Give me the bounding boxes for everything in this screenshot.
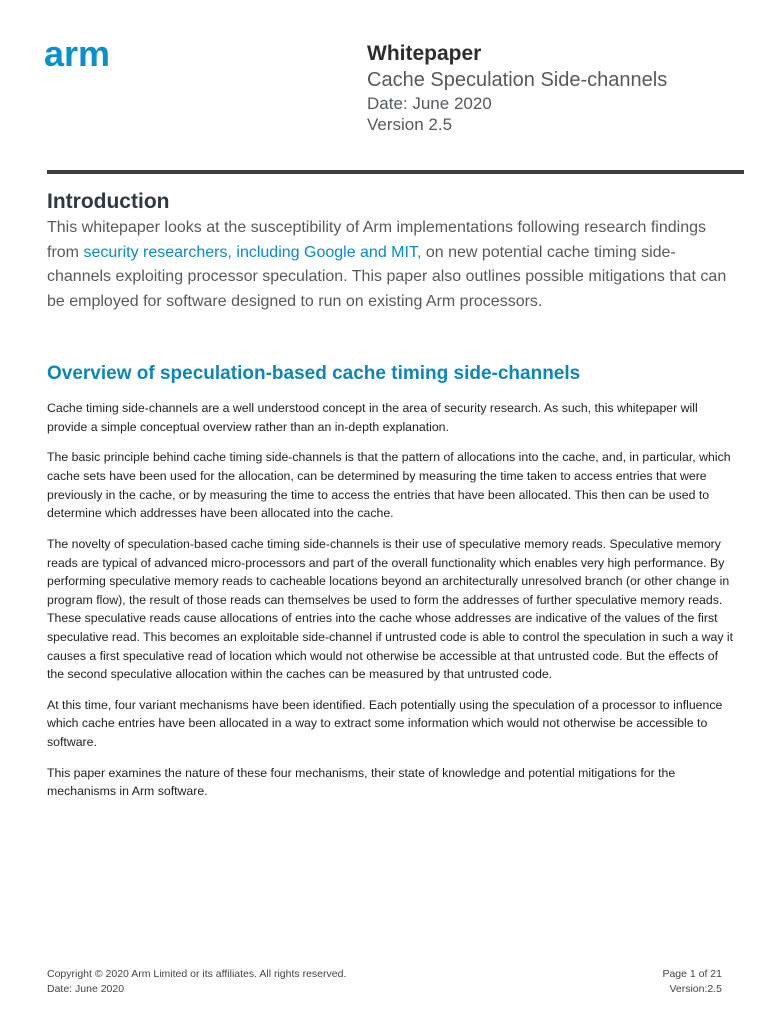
footer-right <box>662 967 722 997</box>
overview-body <box>47 399 737 813</box>
footer-date: Date: June 2020 <box>47 983 125 995</box>
footer-version: Version:2.5 <box>669 983 722 995</box>
footer-copyright: Copyright © 2020 Arm Limited or its affiliates. All rights reserved. <box>47 968 347 980</box>
researchers-link[interactable]: security researchers, including Google and MIT, <box>83 243 422 261</box>
document-date: Date: June 2020 <box>367 94 492 113</box>
arm-logo <box>44 38 132 70</box>
arm-logo-text: arm <box>44 38 111 70</box>
footer-left <box>47 967 346 997</box>
body-paragraph: The novelty of speculation-based cache timing side-channels is their use of speculative memory reads. Speculative memory reads are typical of advanced micro-processors and part of the overall functionality which enables very high performance. By performing speculative memory reads to cacheable locations beyond an architecturally unresolved branch (or other change in program flow), the result of those reads can themselves be used to form the addresses of further speculative memory reads. These speculative reads cause allocations of entries into the cache whose addresses are indicative of the values of the first speculative read. This becomes an exploitable side-channel if untrusted code is able to control the speculation in such a way it causes a first speculative read of location which would not otherwise be accessible at that untrusted code. But the effects of the second speculative allocation within the caches can be measured by that untrusted code. <box>47 536 734 682</box>
intro-text-before: This whitepaper looks at the susceptibility of Arm implementations following research findings from <box>47 219 706 261</box>
document-version: Version 2.5 <box>367 115 453 134</box>
page-number: Page 1 of 21 <box>662 968 722 980</box>
introduction-paragraph <box>47 216 737 314</box>
document-header <box>367 40 667 135</box>
introduction-heading: Introduction <box>47 190 170 213</box>
body-paragraph: Cache timing side-channels are a well understood concept in the area of security research. As such, this whitepaper will provide a simple conceptual overview rather than an in-depth explanation. <box>47 401 698 434</box>
body-paragraph: At this time, four variant mechanisms have been identified. Each potentially using the speculation of a processor to influence which cache entries have been allocated in a way to extract some information which would not otherwise be accessible to software. <box>47 697 723 750</box>
body-paragraph: This paper examines the nature of these four mechanisms, their state of knowledge and potential mitigations for the mechanisms in Arm software. <box>47 765 676 799</box>
intro-text-after: on new potential cache timing side-channels exploiting processor speculation. This paper also outlines possible mitigations that can be employed for software designed to run on existing Arm processors. <box>47 243 727 310</box>
overview-heading: Overview of speculation-based cache timing side-channels <box>47 363 581 384</box>
document-title: Cache Speculation Side-channels <box>367 69 668 91</box>
body-paragraph: The basic principle behind cache timing side-channels is that the pattern of allocations into the cache, and, in particular, which cache sets have been used for the allocation, can be determined by measuring the time taken to access entries that were previously in the cache, or by measuring the time to access the entries that have been allocated. This then can be used to determine which addresses have been allocated into the cache. <box>47 450 731 521</box>
document-type: Whitepaper <box>367 42 482 65</box>
header-divider <box>47 170 744 174</box>
